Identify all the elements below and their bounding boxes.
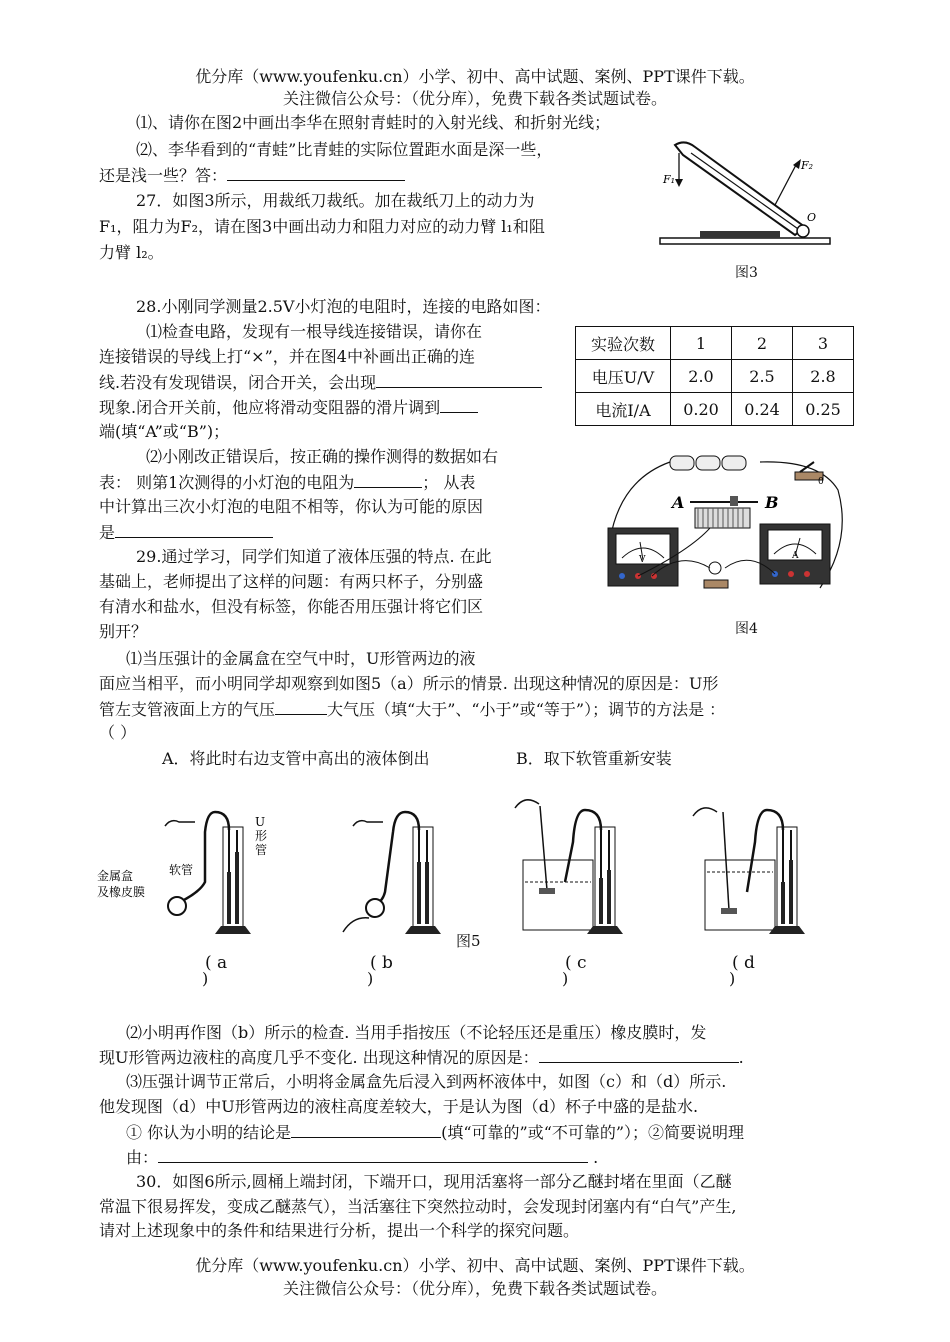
table-col-1: 1 <box>671 327 732 360</box>
fig4-caption: 图4 <box>735 621 758 637</box>
q30-line3: 请对上述现象中的条件和结果进行分析，提出一个科学的探究问题。 <box>99 1221 580 1240</box>
q29-reason-blank[interactable] <box>539 1046 739 1063</box>
q28-p2c: 中计算出三次小灯泡的电阻不相等，你认为可能的原因 <box>99 497 484 516</box>
q26-answer-blank[interactable] <box>227 164 405 181</box>
q29-line4: 别开？ <box>99 622 148 641</box>
fig5-label-b: ( b <box>370 953 393 973</box>
footer-line-2: 关注微信公众号：（优分库），免费下载各类试题试卷。 <box>282 1279 667 1298</box>
footer-line-1: 优分库（www.youfenku.cn）小学、初中、高中试题、案例、PPT课件下载。 <box>195 1256 755 1275</box>
fig5-gauge-a <box>97 812 267 934</box>
q29-p3a: ⑶压强计调节正常后，小明将金属盒先后浸入到两杯液体中，如图（c）和（d）所示. <box>126 1072 727 1091</box>
table-row <box>576 360 854 393</box>
q28-reason-blank[interactable] <box>115 521 273 538</box>
q28-intro: 28.小刚同学测量2.5V小灯泡的电阻时，连接的电路如图： <box>136 297 551 316</box>
fig5-pressure-gauges <box>95 782 815 957</box>
fig5-label-a: ( a <box>205 953 228 973</box>
q29-p3d: 由： . <box>126 1148 599 1167</box>
q28-phenomenon-blank[interactable] <box>376 371 542 388</box>
q28-p1a: ⑴检查电路，发现有一根导线连接错误，请你在 <box>146 322 483 341</box>
header-line-1: 优分库（www.youfenku.cn）小学、初中、高中试题、案例、PPT课件下载。 <box>195 67 755 86</box>
q30-line1: 30．如图6所示,圆桶上端封闭，下端开口，现用活塞将一部分乙醚封堵在里面（乙醚 <box>136 1172 732 1191</box>
q29-p1a: ⑴当压强计的金属盒在空气中时，U形管两边的液 <box>126 649 476 668</box>
q29-p3c: ① 你认为小明的结论是 (填“可靠的”或“不可靠的”）；②简要说明理 <box>126 1123 745 1142</box>
q29-p2b: 现U形管两边液柱的高度几乎不变化. 出现这种情况的原因是： . <box>99 1048 744 1067</box>
table-header-row <box>576 327 854 360</box>
q29-p1b: 面应当相平，而小明同学却观察到如图5（a）所示的情景. 出现这种情况的原因是：U形 <box>99 674 719 693</box>
q28-p1d: 现象.闭合开关前，他应将滑动变阻器的滑片调到 <box>99 396 478 419</box>
table-cell: 2.5 <box>732 360 793 393</box>
measurement-table <box>575 326 854 426</box>
fig3-f1-label: F₁ <box>663 173 676 186</box>
fig5-label-d: ( d <box>732 953 755 973</box>
fig4-circuit <box>600 450 850 610</box>
q28-p2a: ⑵小刚改正错误后，按正确的操作测得的数据如右 <box>146 447 499 466</box>
q30-line2: 常温下很易挥发，变成乙醚蒸气），当活塞往下突然拉动时，会发现封闭塞内有“白气”产生, <box>99 1197 737 1216</box>
table-col-2: 2 <box>732 327 793 360</box>
q29-p1d: （ ） <box>99 723 137 742</box>
fig4-voltmeter-label: V <box>639 555 646 565</box>
q29-line3: 有清水和盐水，但没有标签，你能否用压强计将它们区 <box>99 597 484 616</box>
q28-p1b: 连接错误的导线上打“×”，并在图4中补画出正确的连 <box>99 347 475 366</box>
q26-part2b: 还是浅一些？答： <box>99 164 405 187</box>
q29-pressure-blank[interactable] <box>275 698 327 715</box>
q28-p2b: 表： 则第1次测得的小灯泡的电阻为 ； 从表 <box>99 473 476 492</box>
q29-explain-blank[interactable] <box>158 1146 588 1163</box>
fig4-label-b: B <box>765 493 779 512</box>
fig3-o-label: O <box>807 211 817 224</box>
fig3-f2-label: F₂ <box>801 159 814 172</box>
fig4-label-a: A <box>672 493 685 512</box>
q29-conclusion-blank[interactable] <box>291 1121 441 1138</box>
q27-line3: 力臂 l₂。 <box>99 243 164 262</box>
fig5-metal-box-label: 金属盒 <box>97 869 134 883</box>
q27-line2: F₁，阻力为F₂，请在图3中画出动力和阻力对应的动力臂 l₁和阻 <box>99 217 545 236</box>
svg-text:0: 0 <box>818 477 824 487</box>
q28-p1c: 线.若没有发现错误，闭合开关，会出现 <box>99 371 542 394</box>
q29-option-a: A．将此时右边支管中高出的液体倒出 <box>162 749 430 768</box>
table-cell: 2.0 <box>671 360 732 393</box>
q29-p1c: 管左支管液面上方的气压 大气压（填“大于”、“小于”或“等于”）；调节的方法是 ： <box>99 700 726 719</box>
fig5-gauge-d <box>693 808 805 934</box>
table-cell: 0.20 <box>671 393 732 426</box>
table-row <box>576 393 854 426</box>
table-cell: 0.24 <box>732 393 793 426</box>
fig5-caption: 图5 <box>456 932 481 950</box>
table-header-label: 实验次数 <box>576 327 671 360</box>
q29-p3b: 他发现图（d）中U形管两边的液柱高度差较大，于是认为图（d）杯子中盛的是盐水. <box>99 1097 699 1116</box>
q26-part1: ⑴、请你在图2中画出李华在照射青蛙时的入射光线、和折射光线； <box>136 113 611 132</box>
fig5-gauge-c <box>515 800 623 934</box>
fig3-paper-cutter <box>655 135 835 255</box>
fig5-gauge-b <box>343 812 441 934</box>
table-cell: 电压U/V <box>576 360 671 393</box>
fig3-caption: 图3 <box>735 265 758 281</box>
q28-p2d: 是 <box>99 521 273 544</box>
header-line-2: 关注微信公众号：（优分库），免费下载各类试题试卷。 <box>282 89 667 108</box>
fig4-ammeter-label: A <box>792 551 799 561</box>
q29-option-b: B．取下软管重新安装 <box>516 749 672 768</box>
fig5-u-label-1: U <box>255 815 266 829</box>
fig5-hose-label: 软管 <box>169 863 194 877</box>
q27-line1: 27．如图3所示，用裁纸刀裁纸。加在裁纸刀上的动力为 <box>136 191 535 210</box>
q29-line1: 29.通过学习，同学们知道了液体压强的特点. 在此 <box>136 547 492 566</box>
q28-p1e: 端(填“A”或“B”)； <box>99 422 230 441</box>
fig5-label-c: ( c <box>565 953 587 973</box>
q29-line2: 基础上，老师提出了这样的问题：有两只杯子，分别盛 <box>99 572 484 591</box>
table-cell: 电流I/A <box>576 393 671 426</box>
q28-end-blank[interactable] <box>440 396 478 413</box>
q28-resistance-blank[interactable] <box>354 471 422 488</box>
q26-part2a: ⑵、李华看到的“青蛙”比青蛙的实际位置距水面是深一些， <box>136 140 553 159</box>
table-col-3: 3 <box>793 327 854 360</box>
table-cell: 2.8 <box>793 360 854 393</box>
table-cell: 0.25 <box>793 393 854 426</box>
fig5-rubber-label: 及橡皮膜 <box>97 885 146 899</box>
q29-p2a: ⑵小明再作图（b）所示的检查. 当用手指按压（不论轻压还是重压）橡皮膜时，发 <box>126 1023 707 1042</box>
fig5-u-label-3: 管 <box>255 843 268 857</box>
fig5-u-label-2: 形 <box>255 829 268 843</box>
